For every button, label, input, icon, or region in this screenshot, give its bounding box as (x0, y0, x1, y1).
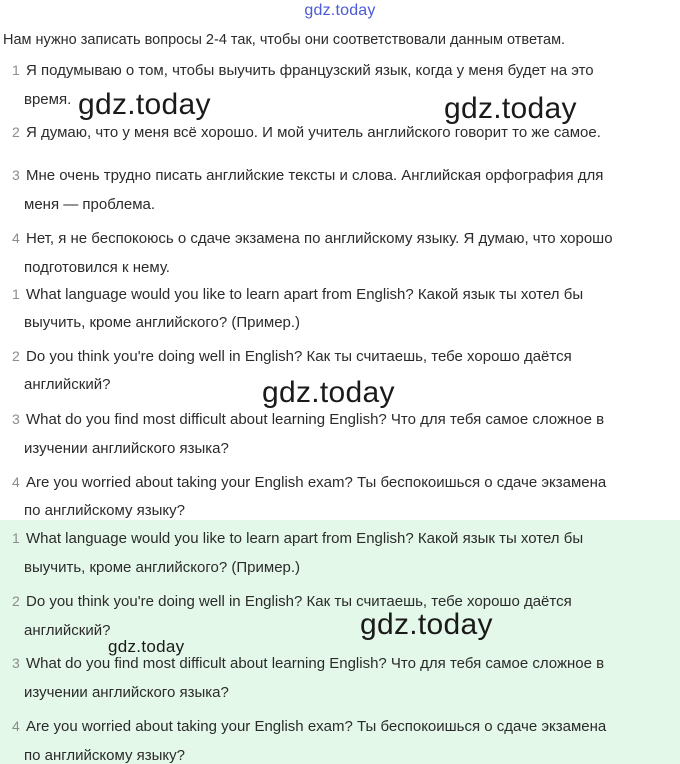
item-number: 1 (12, 62, 20, 78)
item-text-line1: Нет, я не беспокоюсь о сдаче экзамена по английскому языку. Я думаю, что хорошо (26, 230, 613, 247)
top-watermark: gdz.today (304, 2, 376, 19)
watermark: gdz.today (108, 637, 185, 656)
item-number: 2 (12, 124, 20, 140)
intro-text: Нам нужно записать вопросы 2-4 так, чтобы они соответствовали данным ответам. (3, 32, 566, 48)
watermark: gdz.today (360, 608, 493, 641)
item-text-line1: Мне очень трудно писать английские тексты и слова. Английская орфография для (26, 167, 604, 184)
item-text-line2: по английскому языку? (24, 747, 185, 764)
item-text-line1: What do you find most difficult about learning English? Что для тебя самое сложное в (26, 655, 605, 672)
watermark: gdz.today (78, 88, 211, 121)
item-text-line1: Do you think you're doing well in English? Как ты считаешь, тебе хорошо даётся (26, 593, 572, 610)
item-number: 4 (12, 474, 20, 490)
item-number: 3 (12, 655, 20, 671)
item-text-line1: What do you find most difficult about learning English? Что для тебя самое сложное в (26, 411, 605, 428)
item-number: 2 (12, 348, 20, 364)
item-text-line2: выучить, кроме английского? (Пример.) (24, 314, 301, 331)
item-text-line2: изучении английского языка? (24, 440, 229, 457)
item-number: 3 (12, 167, 20, 183)
watermark: gdz.today (444, 92, 577, 125)
item-text-line1: Are you worried about taking your English exam? Ты беспокоишься о сдаче экзамена (26, 474, 607, 491)
item-text-line1: Do you think you're doing well in English? Как ты считаешь, тебе хорошо даётся (26, 348, 572, 365)
item-text-line2: английский? (24, 622, 111, 639)
item-text-line1: Я думаю, что у меня всё хорошо. И мой учитель английского говорит то же самое. (26, 124, 601, 141)
item-text-line2: изучении английского языка? (24, 684, 229, 701)
item-text-line2: подготовился к нему. (24, 259, 170, 276)
item-text-line1: What language would you like to learn apart from English? Какой язык ты хотел бы (26, 530, 584, 547)
item-text-line2: по английскому языку? (24, 502, 185, 519)
item-text-line2: выучить, кроме английского? (Пример.) (24, 559, 301, 576)
item-number: 4 (12, 230, 20, 246)
watermark: gdz.today (262, 376, 395, 409)
item-number: 4 (12, 718, 20, 734)
item-text-line1: Я подумываю о том, чтобы выучить французский язык, когда у меня будет на это (26, 62, 594, 79)
item-text-line1: Are you worried about taking your English exam? Ты беспокоишься о сдаче экзамена (26, 718, 607, 735)
item-number: 3 (12, 411, 20, 427)
item-text-line2: английский? (24, 376, 111, 393)
item-number: 2 (12, 593, 20, 609)
item-number: 1 (12, 286, 20, 302)
item-text-line2: время. (24, 91, 72, 108)
item-number: 1 (12, 530, 20, 546)
item-text-line1: What language would you like to learn apart from English? Какой язык ты хотел бы (26, 286, 584, 303)
item-text-line2: меня — проблема. (24, 196, 156, 213)
